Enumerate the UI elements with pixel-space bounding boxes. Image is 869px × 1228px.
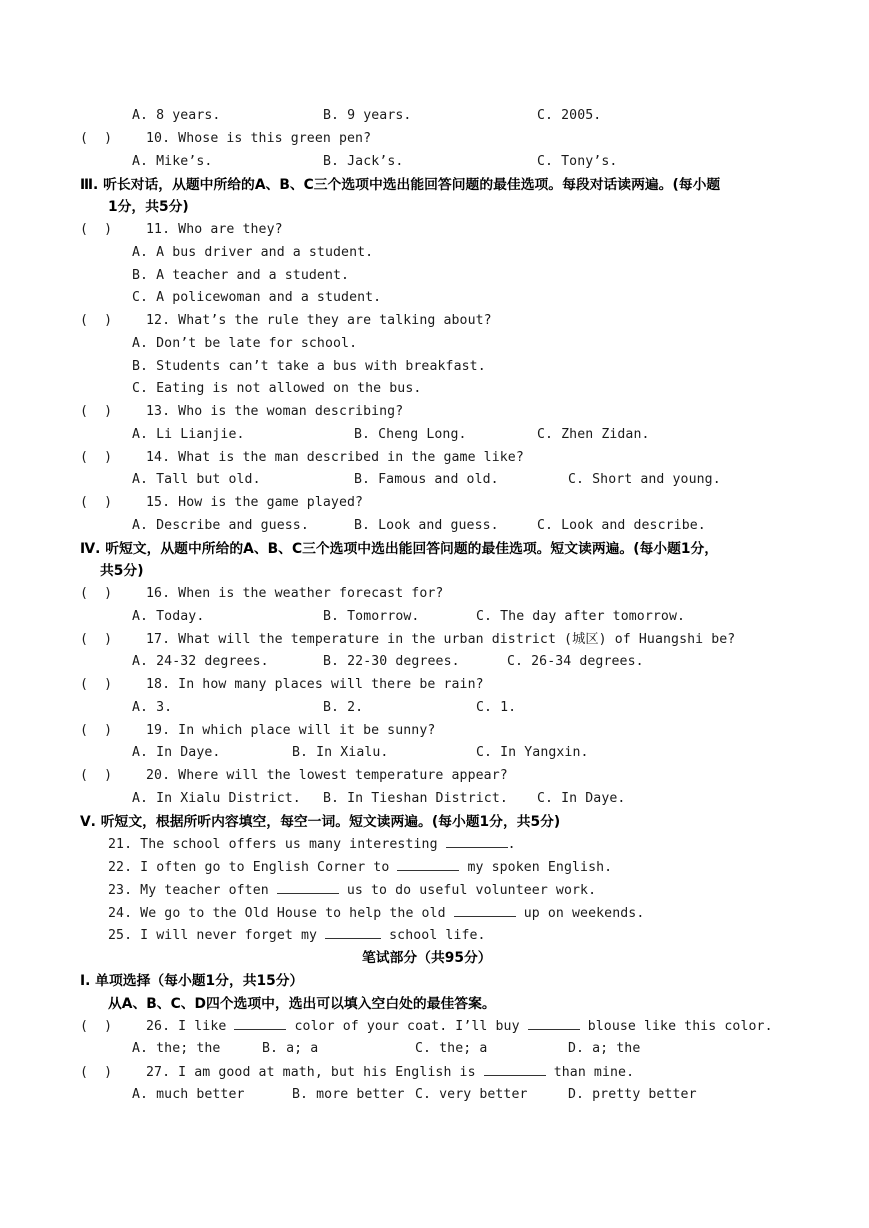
q18-option-b: B. 2. xyxy=(323,700,364,715)
q26-stem-mid: color of your coat. I’ll buy xyxy=(294,1019,520,1034)
q23-blank[interactable] xyxy=(277,880,339,894)
q11-option-b: B. A teacher and a student. xyxy=(132,268,350,283)
answer-paren[interactable]: ( ) xyxy=(80,313,113,328)
q12-stem: 12. What’s the rule they are talking about? xyxy=(146,313,492,328)
q19-option-a: A. In Daye. xyxy=(132,745,221,760)
answer-paren[interactable]: ( ) xyxy=(80,450,113,465)
answer-paren[interactable]: ( ) xyxy=(80,723,113,738)
q17-stem: 17. What will the temperature in the urban district (城区) of Huangshi be? xyxy=(146,632,736,647)
q14-option-c: C. Short and young. xyxy=(568,472,721,487)
q14-stem: 14. What is the man described in the game like? xyxy=(146,450,524,465)
q9-option-a: A. 8 years. xyxy=(132,108,221,123)
answer-paren[interactable]: ( ) xyxy=(80,768,113,783)
q27-stem: 27. I am good at math, but his English is xyxy=(146,1065,476,1080)
written-section-1-heading: Ⅰ. 单项选择（每小题1分，共15分） xyxy=(80,973,304,989)
q22-text: 22. I often go to English Corner to xyxy=(108,860,390,875)
q24-row xyxy=(108,903,644,923)
q21-tail: . xyxy=(507,837,516,852)
written-section-1-instruction: 从A、B、C、D四个选项中，选出可以填入空白处的最佳答案。 xyxy=(108,996,496,1012)
q27-option-d: D. pretty better xyxy=(568,1087,697,1102)
q25-row xyxy=(108,925,486,945)
q10-stem: 10. Whose is this green pen? xyxy=(146,131,372,146)
section-4-heading-cont: 共5分) xyxy=(100,563,144,579)
q11-row xyxy=(80,220,283,240)
q19-option-b: B. In Xialu. xyxy=(292,745,389,760)
q20-stem: 20. Where will the lowest temperature appear? xyxy=(146,768,508,783)
q27-option-c: C. very better xyxy=(415,1087,528,1102)
q24-text: 24. We go to the Old House to help the old xyxy=(108,906,446,921)
q13-row xyxy=(80,402,403,422)
q15-stem: 15. How is the game played? xyxy=(146,495,364,510)
q13-option-c: C. Zhen Zidan. xyxy=(537,427,650,442)
q14-option-b: B. Famous and old. xyxy=(354,472,499,487)
answer-paren[interactable]: ( ) xyxy=(80,131,113,146)
q11-option-c: C. A policewoman and a student. xyxy=(132,290,382,305)
q10-row xyxy=(80,129,371,149)
q27-blank[interactable] xyxy=(484,1062,546,1076)
q19-stem: 19. In which place will it be sunny? xyxy=(146,723,436,738)
q10-option-b: B. Jack’s. xyxy=(323,154,404,169)
q26-option-a: A. the; the xyxy=(132,1041,221,1056)
q18-option-c: C. 1. xyxy=(476,700,517,715)
q26-row xyxy=(80,1016,773,1036)
q16-option-a: A. Today. xyxy=(132,609,205,624)
q14-option-a: A. Tall but old. xyxy=(132,472,261,487)
q26-blank-1[interactable] xyxy=(234,1016,286,1030)
q20-option-a: A. In Xialu District. xyxy=(132,791,301,806)
q9-option-c: C. 2005. xyxy=(537,108,602,123)
q12-row xyxy=(80,311,492,331)
q15-row xyxy=(80,493,363,513)
q27-option-a: A. much better xyxy=(132,1087,245,1102)
q12-option-c: C. Eating is not allowed on the bus. xyxy=(132,381,422,396)
q13-option-b: B. Cheng Long. xyxy=(354,427,467,442)
answer-paren[interactable]: ( ) xyxy=(80,222,113,237)
q18-row xyxy=(80,675,484,695)
q18-stem: 18. In how many places will there be rain? xyxy=(146,677,484,692)
answer-paren[interactable]: ( ) xyxy=(80,404,113,419)
q13-option-a: A. Li Lianjie. xyxy=(132,427,245,442)
answer-paren[interactable]: ( ) xyxy=(80,495,113,510)
q27-stem-tail: than mine. xyxy=(553,1065,635,1080)
q12-option-b: B. Students can’t take a bus with breakfast. xyxy=(132,359,486,374)
q26-stem: 26. I like xyxy=(146,1019,227,1034)
section-3-heading: Ⅲ. 听长对话，从题中所给的A、B、C三个选项中选出能回答问题的最佳选项。每段对话读两遍。(每小题 xyxy=(80,177,721,193)
q11-stem: 11. Who are they? xyxy=(146,222,283,237)
q19-option-c: C. In Yangxin. xyxy=(476,745,589,760)
q24-tail: up on weekends. xyxy=(523,906,645,921)
answer-paren[interactable]: ( ) xyxy=(80,1065,113,1080)
q12-option-a: A. Don’t be late for school. xyxy=(132,336,358,351)
q22-tail: my spoken English. xyxy=(467,860,613,875)
q20-option-b: B. In Tieshan District. xyxy=(323,791,508,806)
q23-row xyxy=(108,880,596,900)
q17-option-a: A. 24-32 degrees. xyxy=(132,654,269,669)
q9-option-b: B. 9 years. xyxy=(323,108,412,123)
q26-option-b: B. a; a xyxy=(262,1041,319,1056)
q21-row xyxy=(108,834,516,854)
q10-option-c: C. Tony’s. xyxy=(537,154,618,169)
q16-stem: 16. When is the weather forecast for? xyxy=(146,586,444,601)
q22-row xyxy=(108,857,612,877)
q26-stem-tail: blouse like this color. xyxy=(587,1019,773,1034)
q22-blank[interactable] xyxy=(397,857,459,871)
q20-row xyxy=(80,766,508,786)
q10-option-a: A. Mike’s. xyxy=(132,154,213,169)
q15-option-b: B. Look and guess. xyxy=(354,518,499,533)
q24-blank[interactable] xyxy=(454,903,516,917)
section-3-heading-cont: 1分，共5分) xyxy=(108,199,189,215)
q23-tail: us to do useful volunteer work. xyxy=(346,883,597,898)
q25-blank[interactable] xyxy=(325,925,381,939)
answer-paren[interactable]: ( ) xyxy=(80,1019,113,1034)
q21-blank[interactable] xyxy=(446,834,508,848)
q16-option-c: C. The day after tomorrow. xyxy=(476,609,686,624)
q27-row xyxy=(80,1062,634,1082)
q26-blank-2[interactable] xyxy=(528,1016,580,1030)
q17-option-c: C. 26-34 degrees. xyxy=(507,654,644,669)
q26-option-c: C. the; a xyxy=(415,1041,488,1056)
q16-row xyxy=(80,584,443,604)
answer-paren[interactable]: ( ) xyxy=(80,632,113,647)
q18-option-a: A. 3. xyxy=(132,700,173,715)
written-part-title: 笔试部分（共95分） xyxy=(362,950,492,966)
answer-paren[interactable]: ( ) xyxy=(80,677,113,692)
q14-row xyxy=(80,448,524,468)
q11-option-a: A. A bus driver and a student. xyxy=(132,245,374,260)
q20-option-c: C. In Daye. xyxy=(537,791,626,806)
q27-option-b: B. more better xyxy=(292,1087,405,1102)
q15-option-c: C. Look and describe. xyxy=(537,518,706,533)
q21-text: 21. The school offers us many interesting xyxy=(108,837,438,852)
q25-text: 25. I will never forget my xyxy=(108,928,318,943)
q13-stem: 13. Who is the woman describing? xyxy=(146,404,404,419)
q23-text: 23. My teacher often xyxy=(108,883,269,898)
section-4-heading: Ⅳ. 听短文，从题中所给的A、B、C三个选项中选出能回答问题的最佳选项。短文读两遍。(每小题1分， xyxy=(80,541,719,557)
section-5-heading: Ⅴ. 听短文，根据所听内容填空，每空一词。短文读两遍。(每小题1分，共5分) xyxy=(80,814,561,830)
q17-row xyxy=(80,630,735,650)
answer-paren[interactable]: ( ) xyxy=(80,586,113,601)
q19-row xyxy=(80,721,435,741)
q15-option-a: A. Describe and guess. xyxy=(132,518,309,533)
q25-tail: school life. xyxy=(389,928,486,943)
q26-option-d: D. a; the xyxy=(568,1041,641,1056)
q16-option-b: B. Tomorrow. xyxy=(323,609,420,624)
q17-option-b: B. 22-30 degrees. xyxy=(323,654,460,669)
